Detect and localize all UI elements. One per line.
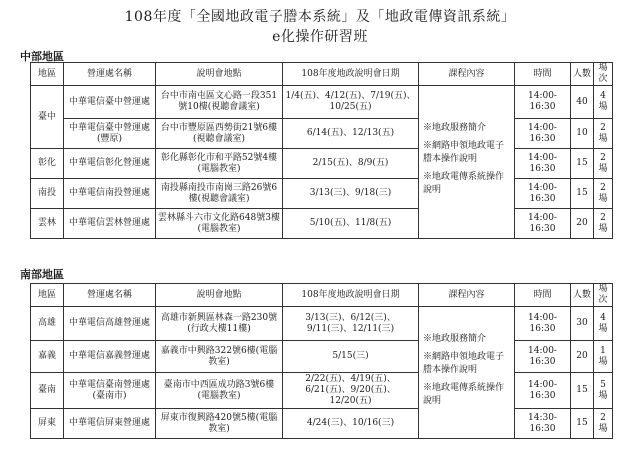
header-time: 時間 (515, 63, 571, 86)
sessions-cell: 5場 (594, 373, 613, 409)
table-header-row (31, 63, 613, 86)
region-label-south: 南部地區 (20, 268, 64, 281)
course-content-cell (419, 86, 515, 239)
area-cell: 南投 (31, 179, 64, 209)
header-venue: 說明會地點 (156, 63, 283, 86)
sessions-cell: 1場 (594, 341, 613, 373)
sessions-cell: 2場 (594, 209, 613, 239)
time-cell: 14:00-16:30 (515, 209, 571, 239)
office-cell: 中華電信屏東營運處 (64, 409, 156, 439)
dates-cell: 1/4(五)、4/12(五)、7/19(五)、10/25(五) (283, 86, 419, 119)
course-content-cell (419, 307, 515, 439)
sessions-cell: 4場 (594, 86, 613, 119)
venue-cell: 台中市豐原區西勢街21號6樓(視聽會議室) (156, 119, 283, 149)
area-cell: 臺南 (31, 373, 64, 409)
course-item: ※地政服務簡介 (423, 123, 487, 133)
table-row (31, 373, 613, 409)
table-row (31, 86, 613, 119)
dates-cell: 3/13(三)、9/18(三) (283, 179, 419, 209)
table-row (31, 179, 613, 209)
document-subtitle: e化操作研習班 (272, 29, 368, 45)
course-item: ※網路申領地政電子謄本操作說明 (423, 141, 505, 164)
sessions-cell: 2場 (594, 409, 613, 439)
venue-cell: 彰化縣彰化市和平路52號4樓(電腦教室) (156, 149, 283, 179)
table-row (31, 341, 613, 373)
dates-cell: 5/15(三) (283, 341, 419, 373)
people-cell: 15 (571, 409, 594, 439)
dates-cell: 2/15(五)、8/9(五) (283, 149, 419, 179)
sessions-cell: 2場 (594, 179, 613, 209)
area-cell: 屏東 (31, 409, 64, 439)
sessions-cell: 2場 (594, 149, 613, 179)
people-cell: 10 (571, 119, 594, 149)
header-content: 課程內容 (419, 284, 515, 307)
region-label-central: 中部地區 (20, 50, 64, 63)
course-item: ※地政電傳系統操作說明 (423, 172, 505, 195)
table-row (31, 209, 613, 239)
header-area: 地區 (31, 63, 64, 86)
central-schedule-table (30, 62, 613, 239)
course-item: ※網路申領地政電子謄本操作說明 (423, 351, 505, 375)
header-people: 人數 (571, 63, 594, 86)
people-cell: 20 (571, 209, 594, 239)
course-item: ※地政電傳系統操作說明 (423, 382, 505, 406)
header-area: 地區 (31, 284, 64, 307)
course-item: ※地政服務簡介 (423, 333, 487, 344)
area-cell: 臺中 (31, 86, 64, 149)
dates-cell: 4/24(三)、10/16(三) (283, 409, 419, 439)
header-content: 課程內容 (419, 63, 515, 86)
office-cell: 中華電信彰化營運處 (64, 149, 156, 179)
time-cell: 14:30-16:30 (515, 409, 571, 439)
office-cell: 中華電信臺中營運處(豐原) (64, 119, 156, 149)
time-cell: 14:00-16:30 (515, 179, 571, 209)
header-dates: 108年度地政說明會日期 (283, 284, 419, 307)
people-cell: 15 (571, 179, 594, 209)
time-cell: 14:00-16:30 (515, 149, 571, 179)
time-cell: 14:00-16:30 (515, 307, 571, 341)
people-cell: 20 (571, 341, 594, 373)
office-cell: 中華電信南投營運處 (64, 179, 156, 209)
header-people: 人數 (571, 284, 594, 307)
time-cell: 14:00-16:30 (515, 341, 571, 373)
area-cell: 雲林 (31, 209, 64, 239)
venue-cell: 雲林縣斗六市文化路648號3樓(電腦教室) (156, 209, 283, 239)
office-cell: 中華電信臺中營運處 (64, 86, 156, 119)
south-schedule-table (30, 283, 613, 439)
header-sessions: 場次 (594, 284, 613, 307)
venue-cell: 高雄市新興區林森一路230號(行政大樓11樓) (156, 307, 283, 341)
header-office: 營運處名稱 (64, 284, 156, 307)
dates-cell: 6/14(五)、12/13(五) (283, 119, 419, 149)
office-cell: 中華電信嘉義營運處 (64, 341, 156, 373)
dates-cell: 2/22(五)、4/19(五)、6/21(五)、9/20(五)、12/20(五) (283, 373, 419, 409)
area-cell: 高雄 (31, 307, 64, 341)
dates-cell: 3/13(三)、6/12(三)、9/11(三)、12/11(三) (283, 307, 419, 341)
time-cell: 14:00-16:30 (515, 119, 571, 149)
sessions-cell: 2場 (594, 119, 613, 149)
office-cell: 中華電信臺南營運處(臺南市) (64, 373, 156, 409)
header-sessions: 場次 (594, 63, 613, 86)
office-cell: 中華電信高雄營運處 (64, 307, 156, 341)
office-cell: 中華電信雲林營運處 (64, 209, 156, 239)
area-cell: 嘉義 (31, 341, 64, 373)
area-cell: 彰化 (31, 149, 64, 179)
venue-cell: 屏東市復興路420號5樓(電腦教室) (156, 409, 283, 439)
people-cell: 40 (571, 86, 594, 119)
header-venue: 說明會地點 (156, 284, 283, 307)
venue-cell: 嘉義市中興路322號6樓(電腦教室) (156, 341, 283, 373)
venue-cell: 台中市南屯區文心路一段351號10樓(視聽會議室) (156, 86, 283, 119)
table-row (31, 409, 613, 439)
time-cell: 14:00-16:30 (515, 373, 571, 409)
people-cell: 15 (571, 149, 594, 179)
time-cell: 14:00-16:30 (515, 86, 571, 119)
venue-cell: 南投縣南投市南崗三路26號6樓(視聽會議室) (156, 179, 283, 209)
venue-cell: 臺南市中西區成功路3號6樓(電腦教室) (156, 373, 283, 409)
header-office: 營運處名稱 (64, 63, 156, 86)
table-row (31, 119, 613, 149)
table-row (31, 149, 613, 179)
table-row (31, 307, 613, 341)
people-cell: 30 (571, 307, 594, 341)
people-cell: 15 (571, 373, 594, 409)
sessions-cell: 4場 (594, 307, 613, 341)
dates-cell: 5/10(五)、11/8(五) (283, 209, 419, 239)
header-time: 時間 (515, 284, 571, 307)
document-title: 108年度「全國地政電子謄本系統」及「地政電傳資訊系統」 (124, 9, 516, 25)
table-header-row (31, 284, 613, 307)
header-dates: 108年度地政說明會日期 (283, 63, 419, 86)
